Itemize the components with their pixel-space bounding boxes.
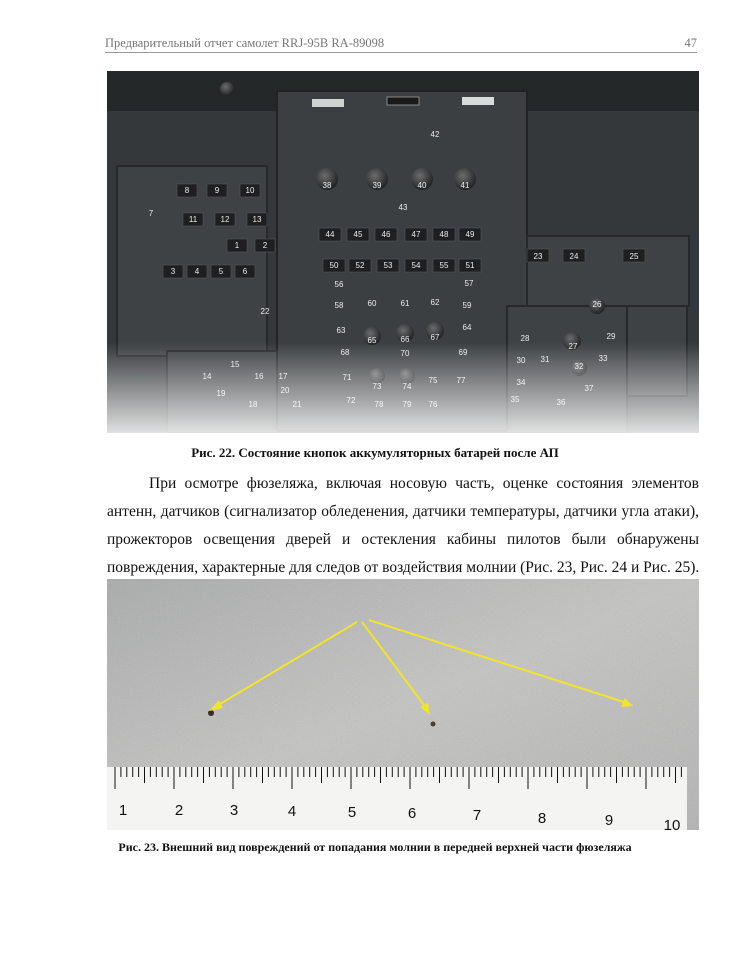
ruler-number: 7 (472, 807, 482, 824)
body-paragraph (107, 470, 699, 582)
figure-22-caption: Рис. 22. Состояние кнопок аккумуляторных батарей после АП (191, 445, 559, 460)
header-title: Предварительный отчет самолет RRJ-95B RA-89098 (105, 36, 385, 50)
ruler-number: 3 (229, 802, 239, 819)
paragraph-line-2: антенн, датчиков (сигнализатор обледенения, датчики температуры, датчики угла атаки), (107, 503, 699, 520)
page-header (105, 36, 697, 53)
overhead-panel-photo (107, 71, 699, 433)
ruler-number: 8 (537, 810, 547, 827)
ruler-number: 2 (174, 802, 184, 819)
ruler-number: 4 (287, 803, 297, 820)
ruler-number: 1 (118, 802, 128, 819)
fuselage-damage-photo (107, 579, 699, 830)
paragraph-line-1: При осмотре фюзеляжа, включая носовую часть, оценке состояния элементов (149, 475, 699, 492)
ruler-number: 10 (663, 817, 681, 830)
ruler-number: 9 (604, 812, 614, 829)
paragraph-line-4: повреждения, характерные для следов от воздействия молнии (Рис. 23, Рис. 24 и Рис. 25). (107, 559, 700, 576)
paragraph-line-3: прожекторов освещения дверей и остекления кабины пилотов были обнаружены (107, 531, 699, 548)
figure-23-caption: Рис. 23. Внешний вид повреждений от попадания молнии в передней верхней части фюзеляжа (118, 840, 632, 854)
page-number: 47 (684, 36, 697, 50)
ruler-number: 5 (347, 804, 357, 821)
ruler-number: 6 (407, 805, 417, 822)
